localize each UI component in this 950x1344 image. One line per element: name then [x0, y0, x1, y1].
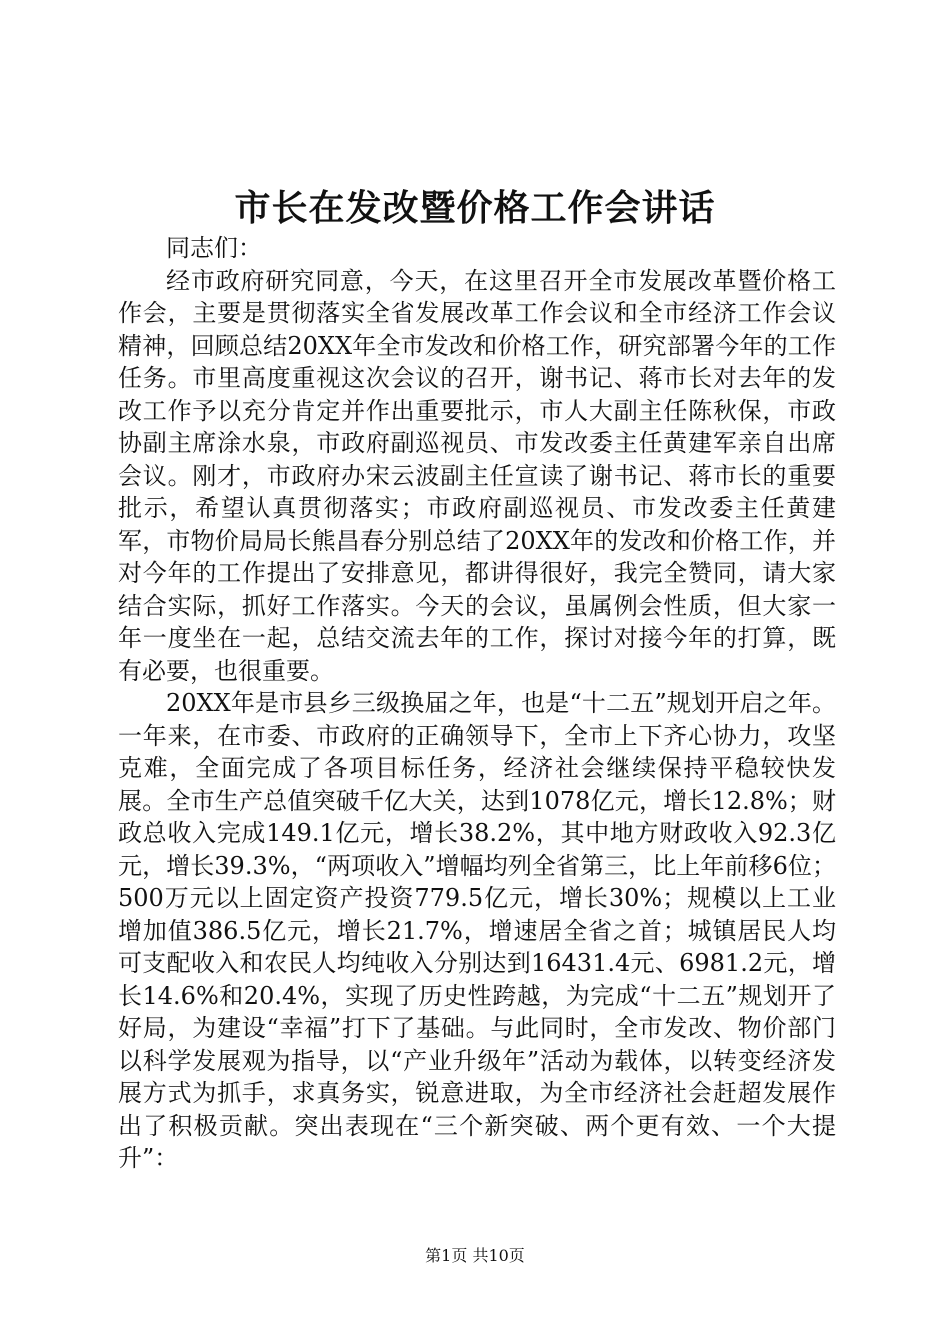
- paragraph: 20XX年是市县乡三级换届之年，也是“十二五”规划开启之年。一年来，在市委、市政府的正确领导下，全市上下齐心协力，攻坚克难，全面完成了各项目标任务，经济社会继续保持平稳较快发展。全市生产总值突破千亿大关，达到1078亿元，增长12.8%；财政总收入完成149.1亿元，增长38.2%，其中地方财政收入92.3亿元，增长39.3%，“两项收入”增幅均列全省第三，比上年前移6位；500万元以上固定资产投资779.5亿元，增长30%；规模以上工业增加值386.5亿元，增长21.7%，增速居全省之首；城镇居民人均可支配收入和农民人均纯收入分别达到16431.4元、6981.2元，增长14.6%和20.4%，实现了历史性跨越，为完成“十二五”规划开了好局，为建设“幸福”打下了基础。与此同时，全市发改、物价部门以科学发展观为指导，以“产业升级年”活动为载体，以转变经济发展方式为抓手，求真务实，锐意进取，为全市经济社会赶超发展作出了积极贡献。突出表现在“三个新突破、两个更有效、一个大提升”：: [118, 689, 836, 1172]
- page-footer: [0, 1244, 950, 1268]
- paragraph: 经市政府研究同意，今天，在这里召开全市发展改革暨价格工作会，主要是贯彻落实全省发展改革工作会议和全市经济工作会议精神，回顾总结20XX年全市发改和价格工作，研究部署今年的工作任务。市里高度重视这次会议的召开，谢书记、蒋市长对去年的发改工作予以充分肯定并作出重要批示，市人大副主任陈秋保，市政协副主席涂水泉，市政府副巡视员、市发改委主任黄建军亲自出席会议。刚才，市政府办宋云波副主任宣读了谢书记、蒋市长的重要批示，希望认真贯彻落实；市政府副巡视员、市发改委主任黄建军，市物价局局长熊昌春分别总结了20XX年的发改和价格工作，并对今年的工作提出了安排意见，都讲得很好，我完全赞同，请大家结合实际，抓好工作落实。今天的会议，虽属例会性质，但大家一年一度坐在一起，总结交流去年的工作，探讨对接今年的打算，既有必要，也很重要。: [118, 266, 836, 685]
- document-title: 市长在发改暨价格工作会讲话: [234, 187, 716, 229]
- greeting-line: 同志们：: [166, 234, 262, 262]
- document-body: [118, 232, 836, 1175]
- page-number: 第1页 共10页: [425, 1246, 525, 1265]
